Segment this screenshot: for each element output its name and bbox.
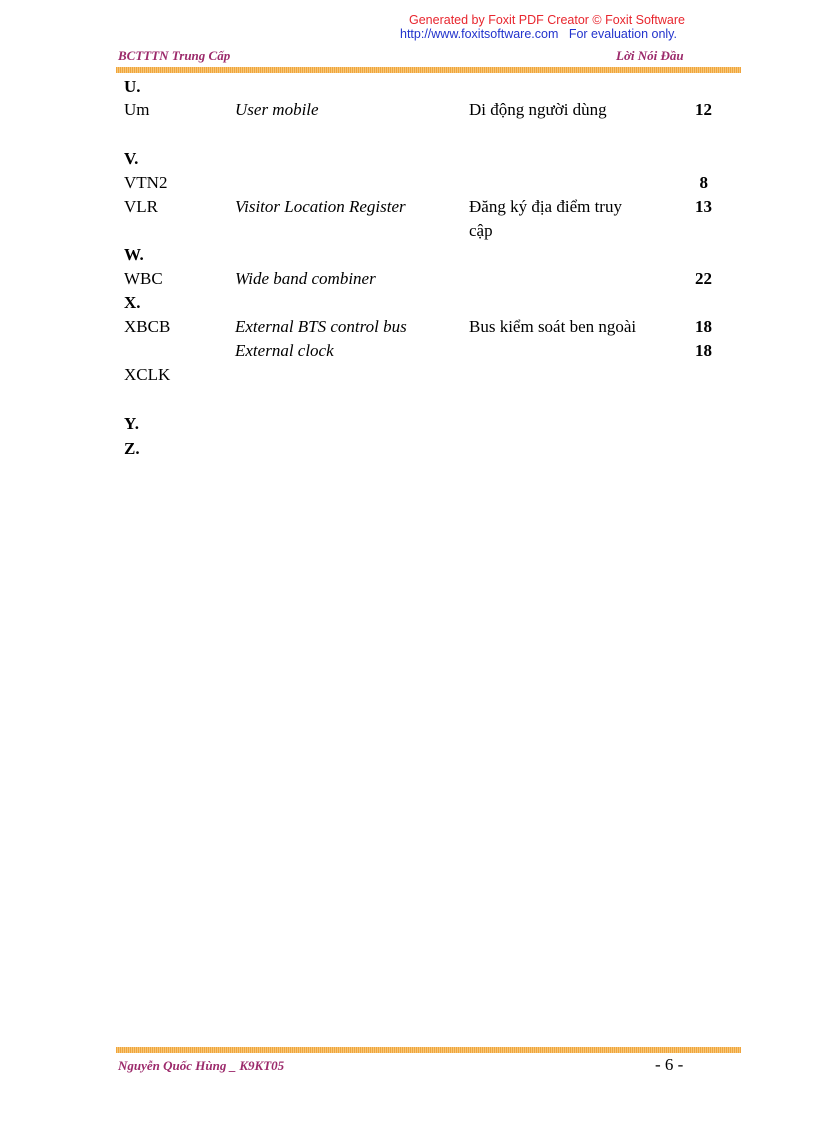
page-vtn2: 8 bbox=[699, 173, 708, 192]
english-um: User mobile bbox=[235, 100, 319, 119]
abbr-vlr: VLR bbox=[124, 197, 158, 216]
watermark-generated-text: Generated by Foxit PDF Creator © Foxit Software bbox=[409, 13, 685, 27]
header-section-title: Lời Nói Đầu bbox=[616, 48, 684, 63]
abbr-xclk: XCLK bbox=[124, 365, 171, 384]
vietnamese-vlr-line2: cập bbox=[469, 221, 493, 240]
foxit-watermark bbox=[400, 13, 685, 41]
section-letter-y: Y. bbox=[124, 414, 139, 433]
header-divider bbox=[116, 67, 741, 73]
abbr-vtn2: VTN2 bbox=[124, 173, 168, 192]
vietnamese-um: Di động người dùng bbox=[469, 100, 607, 119]
watermark-evaluation: For evaluation only. bbox=[568, 27, 677, 41]
section-letter-v: V. bbox=[124, 149, 139, 168]
page-xbcb: 18 bbox=[695, 317, 712, 336]
page-wbc: 22 bbox=[695, 269, 712, 288]
footer-divider bbox=[116, 1047, 741, 1053]
abbr-um: Um bbox=[124, 100, 150, 119]
page-vlr: 13 bbox=[695, 197, 712, 216]
page-xclk: 18 bbox=[695, 341, 712, 360]
watermark-url-line bbox=[400, 27, 685, 41]
english-vlr: Visitor Location Register bbox=[235, 197, 406, 216]
vietnamese-xbcb: Bus kiểm soát ben ngoài bbox=[469, 317, 637, 336]
section-letter-z: Z. bbox=[124, 439, 140, 458]
vietnamese-vlr-line1: Đăng ký địa điểm truy bbox=[469, 197, 622, 216]
header-document-title: BCTTTN Trung Cấp bbox=[118, 48, 231, 63]
abbr-xbcb: XBCB bbox=[124, 317, 171, 336]
english-xclk: External clock bbox=[235, 341, 334, 360]
footer-page-number: - 6 - bbox=[655, 1055, 684, 1074]
section-letter-u: U. bbox=[124, 77, 141, 96]
watermark-url[interactable]: http://www.foxitsoftware.com bbox=[400, 27, 559, 41]
english-wbc: Wide band combiner bbox=[235, 269, 376, 288]
abbr-wbc: WBC bbox=[124, 269, 163, 288]
footer-author: Nguyễn Quốc Hùng _ K9KT05 bbox=[118, 1058, 285, 1073]
section-letter-w: W. bbox=[124, 245, 144, 264]
english-xbcb: External BTS control bus bbox=[235, 317, 407, 336]
page-um: 12 bbox=[695, 100, 712, 119]
section-letter-x: X. bbox=[124, 293, 141, 312]
